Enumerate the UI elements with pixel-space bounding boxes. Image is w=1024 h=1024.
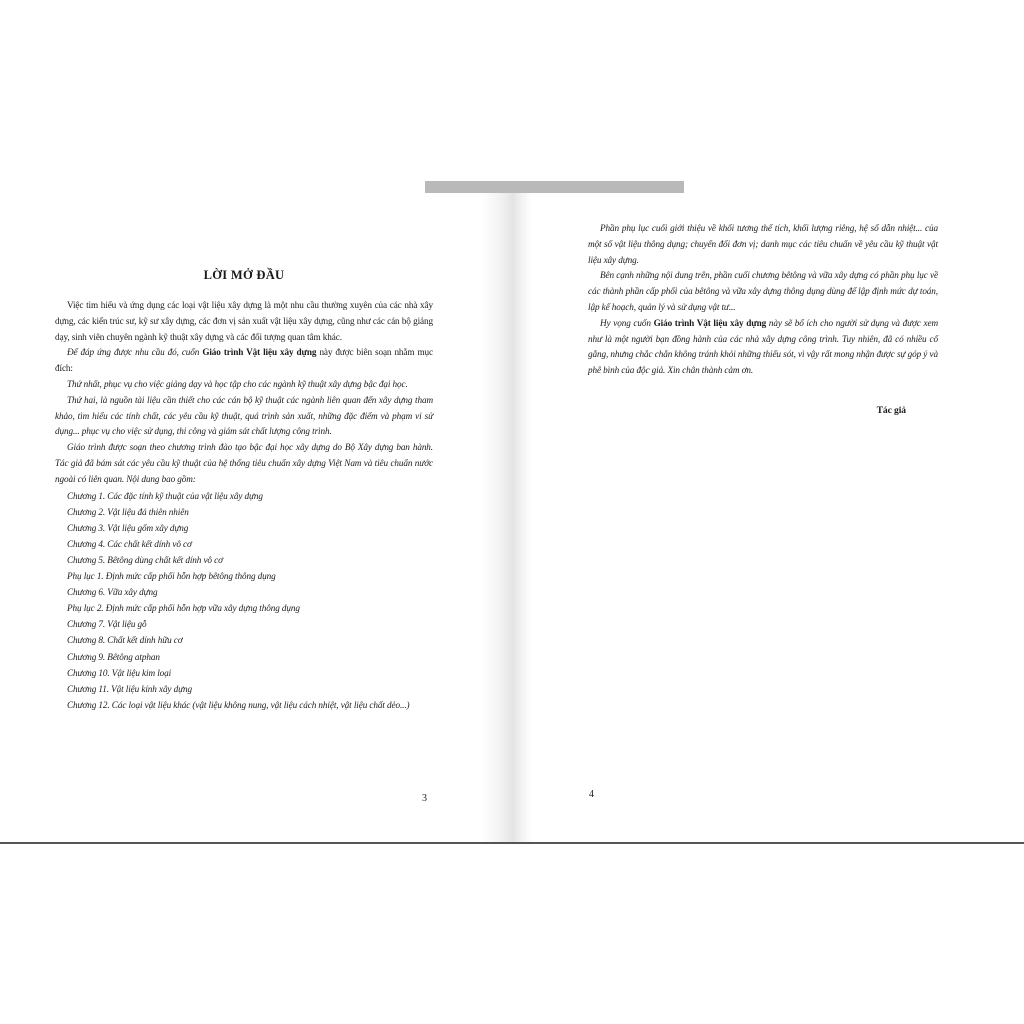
chapter-item: Chương 8. Chất kết dính hữu cơ — [67, 635, 183, 646]
mix-design-paragraph: Bên cạnh những nội dung trên, phần cuối chương bêtông và vữa xây dựng có phần phụ lục về các thành phần cấp phối của bêtông và vữa xây dựng thông dụng dùng để lập định mức dự toán, lập kế hoạch, quản lý và sử dụng vật tư... — [588, 270, 938, 312]
chapter-item: Chương 10. Vật liệu kim loại — [67, 667, 172, 678]
appendix-paragraph: Phần phụ lục cuối giới thiệu về khối tương thể tích, khối lượng riêng, hệ số dẫn nhiệt... của một số vật liệu thông dụng; chuyển đổi đơn vị; danh mục các tiêu chuẩn về yêu cầu kỹ thuật vật liệu xây dựng. — [588, 223, 938, 265]
closing-paragraph — [588, 316, 938, 379]
chapter-item: Chương 11. Vật liệu kính xây dựng — [67, 683, 193, 694]
scan-bottom-line — [0, 842, 1024, 844]
chapter-item: Chương 1. Các đặc tính kỹ thuật của vật liệu xây dựng — [67, 490, 263, 501]
chapter-item: Chương 4. Các chất kết dính vô cơ — [67, 538, 192, 549]
book-title: Giáo trình Vật liệu xây dựng — [202, 347, 317, 358]
chapter-list — [55, 488, 433, 713]
right-page-number: 4 — [589, 789, 594, 800]
chapter-item: Chương 7. Vật liệu gỗ — [67, 619, 147, 630]
second-purpose-paragraph: Thứ hai, là nguồn tài liệu cần thiết cho các cán bộ kỹ thuật các ngành liên quan đến xây dựng tham khảo, tìm hiểu các tính chất, các yêu cầu kỹ thuật, quá trình sản xuất, những đặc điểm và phạm vi sử dụng... phục vụ cho việc sử dụng, thi công và giám sát chất lượng công trình. — [55, 394, 433, 437]
appendix-item: Phụ lục 2. Định mức cấp phối hỗn hợp vữa xây dựng thông dụng — [67, 603, 300, 614]
purpose-paragraph — [55, 345, 433, 377]
first-purpose-paragraph: Thứ nhất, phục vụ cho việc giảng dạy và học tập cho các ngành kỹ thuật xây dựng bậc đại học. — [67, 378, 408, 389]
appendix-item: Phụ lục 1. Định mức cấp phối hỗn hợp bêtông thông dụng — [67, 571, 276, 582]
chapter-item: Chương 12. Các loại vật liệu khác (vật liệu không nung, vật liệu cách nhiệt, vật liệu chất dẻo...) — [67, 699, 410, 710]
chapter-item: Chương 9. Bêtông atphan — [67, 651, 160, 662]
author-signature: Tác giả — [876, 404, 906, 416]
purpose-text-end: này được biên soạn nhằm mục đích: — [55, 347, 433, 374]
scan-top-strip — [425, 181, 684, 193]
purpose-text-start: Để đáp ứng được nhu cầu đó, cuốn — [67, 347, 203, 358]
chapter-item: Chương 3. Vật liệu gốm xây dựng — [67, 522, 189, 533]
chapter-item: Chương 5. Bêtông dùng chất kết dính vô cơ — [67, 554, 223, 565]
chapter-item: Chương 6. Vữa xây dựng — [67, 587, 158, 598]
chapter-item: Chương 2. Vật liệu đá thiên nhiên — [67, 506, 189, 517]
closing-text-end: này sẽ bổ ích cho người sử dụng và được xem như là một người bạn đồng hành của các nhà xây dựng công trình. Tuy nhiên, đã có nhiều cố gắng, nhưng chắc chắn không tránh khỏi những thiếu sót, vì vậy rất mong nhận được sự góp ý và phê bình của độc giả. Xin chân thành cảm ơn. — [588, 317, 938, 376]
book-title: Giáo trình Vật liệu xây dựng — [653, 317, 767, 328]
intro-paragraph: Việc tìm hiểu và ứng dụng các loại vật liệu xây dựng là một nhu cầu thường xuyên của các nhà xây dựng, các kiến trúc sư, kỹ sư xây dựng, các đơn vị sản xuất vật liệu xây dựng, cũng như các cán bộ giảng dạy, sinh viên chuyên ngành kỹ thuật xây dựng và các đối tượng quan tâm khác. — [55, 300, 433, 342]
closing-text-start: Hy vọng cuốn — [600, 317, 654, 328]
right-page — [588, 221, 938, 419]
page-heading: LỜI MỞ ĐẦU — [203, 268, 285, 282]
book-gutter-shadow — [482, 193, 532, 843]
left-page-number: 3 — [422, 793, 427, 804]
left-page — [55, 262, 433, 713]
curriculum-paragraph: Giáo trình được soạn theo chương trình đào tạo bậc đại học xây dựng do Bộ Xây dựng ban hành. Tác giả đã bám sát các yêu cầu kỹ thuật của hệ thống tiêu chuẩn xây dựng Việt Nam và tiêu chuẩn nước ngoài có liên quan. Nội dung bao gồm: — [55, 442, 433, 484]
